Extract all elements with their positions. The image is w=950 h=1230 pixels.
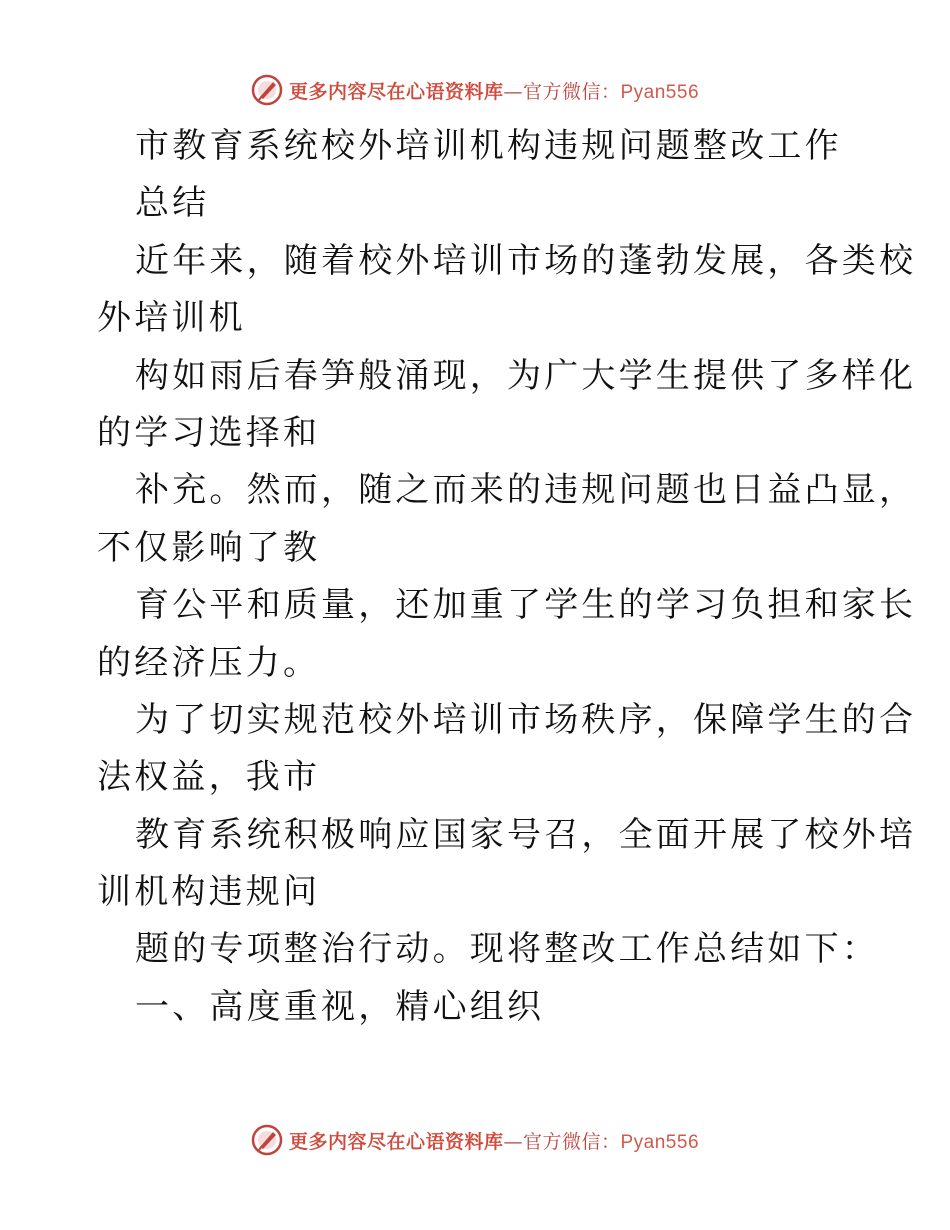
watermark-separator: — [503, 1130, 523, 1153]
watermark-official: 官方微信： [522, 1130, 621, 1153]
paragraph-line: 育公平和质量，还加重了学生的学习负担和家长 [135, 585, 917, 626]
quill-seal-logo-icon [251, 1124, 283, 1156]
paragraph-line: 训机构违规问 [97, 872, 321, 913]
paragraph-line: 为了切实规范校外培训市场秩序，保障学生的合 [135, 699, 917, 740]
watermark-handle: Pyan556 [620, 1131, 700, 1153]
watermark-official: 官方微信： [522, 80, 621, 103]
document-title-line-1: 市教育系统校外培训机构违规问题整改工作 [135, 126, 842, 166]
paragraph-line: 不仅影响了教 [97, 527, 321, 568]
footer-watermark [0, 1120, 950, 1160]
watermark-handle: Pyan556 [620, 81, 700, 103]
paragraph-line: 外培训机 [97, 298, 246, 339]
paragraph-line: 补充。然而，随之而来的违规问题也日益凸显， [135, 470, 917, 511]
watermark-brand: 更多内容尽在心语资料库 [288, 1130, 504, 1153]
document-body [97, 118, 917, 1036]
paragraph-line: 法权益，我市 [97, 757, 321, 798]
paragraph-line: 的学习选择和 [97, 412, 321, 453]
document-title-line-2: 总结 [135, 183, 210, 224]
paragraph-line: 题的专项整治行动。现将整改工作总结如下： [135, 929, 879, 970]
watermark-brand: 更多内容尽在心语资料库 [288, 80, 504, 103]
quill-seal-logo-icon [251, 74, 283, 106]
paragraph-line: 构如雨后春笋般涌现，为广大学生提供了多样化 [135, 355, 917, 396]
paragraph-line: 的经济压力。 [97, 642, 321, 683]
watermark-separator: — [503, 80, 523, 103]
paragraph-line: 教育系统积极响应国家号召，全面开展了校外培 [135, 814, 917, 855]
section-heading: 一、高度重视，精心组织 [135, 986, 545, 1027]
header-watermark [0, 70, 950, 110]
paragraph-line: 近年来，随着校外培训市场的蓬勃发展，各类校 [135, 240, 917, 281]
